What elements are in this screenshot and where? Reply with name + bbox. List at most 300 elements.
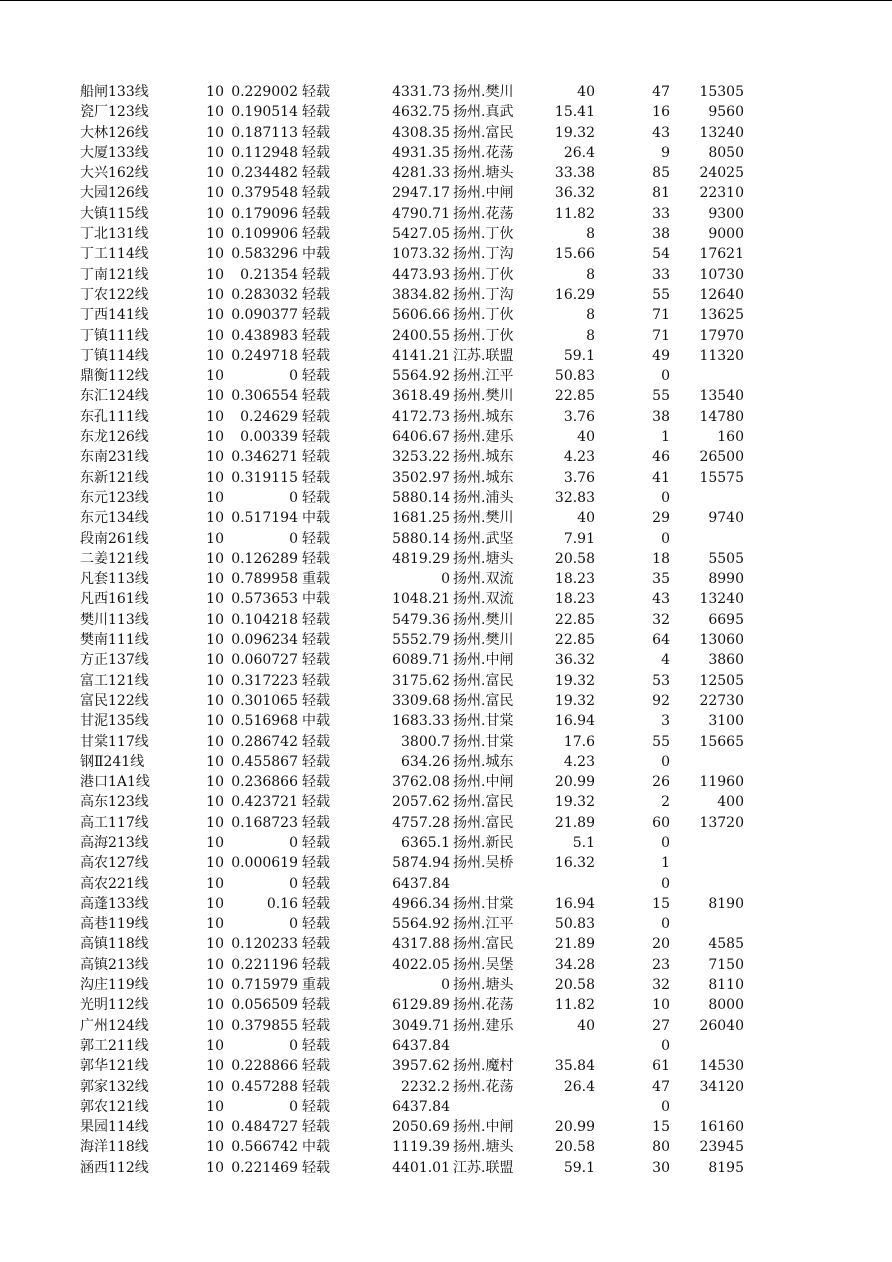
load-status-cell: 轻载 bbox=[302, 1017, 330, 1034]
voltage-cell: 10 bbox=[206, 469, 224, 486]
line-name-cell: 东南231线 bbox=[80, 449, 149, 466]
spare-capacity-cell: 3618.49 bbox=[392, 388, 450, 405]
count-cell: 9 bbox=[661, 144, 670, 161]
capacity-cell: 9740 bbox=[708, 510, 744, 527]
line-name-cell: 船闸133线 bbox=[80, 84, 149, 100]
substation-cell: 扬州.中闸 bbox=[453, 1119, 514, 1136]
voltage-cell: 10 bbox=[206, 956, 224, 973]
distance-cell: 19.32 bbox=[554, 124, 595, 141]
distance-cell: 4.23 bbox=[563, 449, 595, 466]
distance-cell: 17.6 bbox=[563, 733, 595, 750]
load-status-cell: 轻载 bbox=[302, 672, 330, 689]
spare-capacity-cell: 5564.92 bbox=[392, 368, 450, 385]
capacity-cell: 4585 bbox=[708, 936, 744, 953]
capacity-cell: 14780 bbox=[699, 408, 744, 425]
table-row bbox=[0, 853, 892, 873]
voltage-cell: 10 bbox=[206, 246, 224, 263]
voltage-cell: 10 bbox=[206, 774, 224, 791]
table-row bbox=[0, 326, 892, 346]
load-rate-cell: 0.096234 bbox=[231, 632, 298, 649]
table-row bbox=[0, 224, 892, 244]
distance-cell: 19.32 bbox=[554, 794, 595, 811]
count-cell: 0 bbox=[661, 916, 670, 933]
table-row bbox=[0, 346, 892, 366]
load-rate-cell: 0.109906 bbox=[231, 226, 298, 243]
table-row bbox=[0, 163, 892, 183]
load-status-cell: 轻载 bbox=[302, 226, 330, 243]
distance-cell: 50.83 bbox=[554, 368, 595, 385]
distance-cell: 8 bbox=[586, 226, 595, 243]
spare-capacity-cell: 6365.1 bbox=[401, 834, 450, 851]
line-name-cell: 东汇124线 bbox=[80, 388, 149, 405]
table-row bbox=[0, 874, 892, 894]
line-name-cell: 瓷厂123线 bbox=[80, 104, 149, 121]
capacity-cell: 9000 bbox=[708, 226, 744, 243]
count-cell: 27 bbox=[652, 1017, 670, 1034]
distance-cell: 8 bbox=[586, 327, 595, 344]
line-name-cell: 大兴162线 bbox=[80, 165, 149, 182]
capacity-cell: 22730 bbox=[699, 692, 744, 709]
distance-cell: 8 bbox=[586, 266, 595, 283]
load-status-cell: 重载 bbox=[302, 977, 330, 994]
capacity-cell: 15665 bbox=[699, 733, 744, 750]
voltage-cell: 10 bbox=[206, 408, 224, 425]
capacity-cell: 8000 bbox=[708, 997, 744, 1014]
distance-cell: 20.99 bbox=[554, 1119, 595, 1136]
table-row bbox=[0, 589, 892, 609]
load-status-cell: 轻载 bbox=[302, 286, 330, 303]
spare-capacity-cell: 6437.84 bbox=[392, 875, 450, 892]
load-rate-cell: 0.236866 bbox=[231, 774, 298, 791]
table-row bbox=[0, 427, 892, 447]
distance-cell: 26.4 bbox=[563, 1078, 595, 1095]
distance-cell: 59.1 bbox=[563, 1159, 595, 1176]
count-cell: 55 bbox=[652, 388, 670, 405]
load-rate-cell: 0.16 bbox=[266, 895, 298, 912]
line-name-cell: 凡套113线 bbox=[80, 571, 149, 588]
load-status-cell: 轻载 bbox=[302, 733, 330, 750]
capacity-cell: 5505 bbox=[708, 550, 744, 567]
table-row bbox=[0, 204, 892, 224]
spare-capacity-cell: 6129.89 bbox=[392, 997, 450, 1014]
load-status-cell: 轻载 bbox=[302, 124, 330, 141]
load-rate-cell: 0.379548 bbox=[231, 185, 298, 202]
count-cell: 32 bbox=[652, 611, 670, 628]
spare-capacity-cell: 0 bbox=[441, 571, 450, 588]
load-rate-cell: 0 bbox=[289, 368, 298, 385]
line-name-cell: 东龙126线 bbox=[80, 429, 149, 446]
load-status-cell: 轻载 bbox=[302, 185, 330, 202]
substation-cell: 扬州.江平 bbox=[453, 368, 514, 385]
voltage-cell: 10 bbox=[206, 226, 224, 243]
count-cell: 85 bbox=[652, 165, 670, 182]
table-row bbox=[0, 447, 892, 467]
load-status-cell: 轻载 bbox=[302, 368, 330, 385]
count-cell: 23 bbox=[652, 956, 670, 973]
distance-cell: 34.28 bbox=[554, 956, 595, 973]
capacity-cell: 8110 bbox=[708, 977, 744, 994]
spare-capacity-cell: 4331.73 bbox=[392, 84, 450, 100]
load-rate-cell: 0 bbox=[289, 916, 298, 933]
capacity-cell: 14530 bbox=[699, 1058, 744, 1075]
capacity-cell: 26500 bbox=[699, 449, 744, 466]
table-row bbox=[0, 711, 892, 731]
line-name-cell: 二姜121线 bbox=[80, 550, 149, 567]
voltage-cell: 10 bbox=[206, 124, 224, 141]
distance-cell: 16.94 bbox=[554, 895, 595, 912]
count-cell: 26 bbox=[652, 774, 670, 791]
load-rate-cell: 0.112948 bbox=[231, 144, 298, 161]
spare-capacity-cell: 3762.08 bbox=[392, 774, 450, 791]
line-name-cell: 高镇213线 bbox=[80, 956, 149, 973]
load-status-cell: 轻载 bbox=[302, 611, 330, 628]
line-name-cell: 郭农121线 bbox=[80, 1098, 149, 1115]
capacity-cell: 34120 bbox=[699, 1078, 744, 1095]
capacity-cell: 13060 bbox=[699, 632, 744, 649]
voltage-cell: 10 bbox=[206, 571, 224, 588]
voltage-cell: 10 bbox=[206, 753, 224, 770]
load-rate-cell: 0.126289 bbox=[231, 550, 298, 567]
spare-capacity-cell: 1119.39 bbox=[392, 1139, 450, 1156]
table-row bbox=[0, 1056, 892, 1076]
table-row bbox=[0, 1137, 892, 1157]
substation-cell: 扬州.塘头 bbox=[453, 165, 514, 182]
load-rate-cell: 0.187113 bbox=[231, 124, 298, 141]
substation-cell: 扬州.吴堡 bbox=[453, 956, 514, 973]
voltage-cell: 10 bbox=[206, 185, 224, 202]
load-rate-cell: 0.715979 bbox=[231, 977, 298, 994]
line-name-cell: 丁工114线 bbox=[80, 246, 149, 263]
table-row bbox=[0, 752, 892, 772]
voltage-cell: 10 bbox=[206, 997, 224, 1014]
load-rate-cell: 0.317223 bbox=[231, 672, 298, 689]
substation-cell: 扬州.丁伙 bbox=[453, 327, 514, 344]
distance-cell: 19.32 bbox=[554, 672, 595, 689]
count-cell: 33 bbox=[652, 205, 670, 222]
substation-cell: 扬州.吴桥 bbox=[453, 855, 514, 872]
load-rate-cell: 0 bbox=[289, 834, 298, 851]
line-name-cell: 大厦133线 bbox=[80, 144, 149, 161]
capacity-cell: 12505 bbox=[699, 672, 744, 689]
voltage-cell: 10 bbox=[206, 327, 224, 344]
count-cell: 64 bbox=[652, 632, 670, 649]
substation-cell: 扬州.城东 bbox=[453, 408, 514, 425]
voltage-cell: 10 bbox=[206, 449, 224, 466]
voltage-cell: 10 bbox=[206, 713, 224, 730]
line-name-cell: 丁镇114线 bbox=[80, 347, 149, 364]
load-rate-cell: 0.21354 bbox=[240, 266, 298, 283]
distance-cell: 32.83 bbox=[554, 489, 595, 506]
line-name-cell: 丁北131线 bbox=[80, 226, 149, 243]
load-status-cell: 轻载 bbox=[302, 307, 330, 324]
distance-cell: 20.58 bbox=[554, 1139, 595, 1156]
line-name-cell: 高农127线 bbox=[80, 855, 149, 872]
distance-cell: 11.82 bbox=[554, 997, 595, 1014]
load-status-cell: 轻载 bbox=[302, 1078, 330, 1095]
load-rate-cell: 0.301065 bbox=[231, 692, 298, 709]
spare-capacity-cell: 4790.71 bbox=[392, 205, 450, 222]
substation-cell: 扬州.富民 bbox=[453, 692, 514, 709]
spare-capacity-cell: 5564.92 bbox=[392, 916, 450, 933]
load-status-cell: 轻载 bbox=[302, 794, 330, 811]
substation-cell: 扬州.武坚 bbox=[453, 530, 514, 547]
capacity-cell: 6695 bbox=[708, 611, 744, 628]
table-row bbox=[0, 1077, 892, 1097]
load-status-cell: 中载 bbox=[302, 1139, 330, 1156]
substation-cell: 扬州.甘棠 bbox=[453, 733, 514, 750]
spare-capacity-cell: 2057.62 bbox=[392, 794, 450, 811]
distance-cell: 7.91 bbox=[563, 530, 595, 547]
load-status-cell: 轻载 bbox=[302, 1159, 330, 1176]
capacity-cell: 10730 bbox=[699, 266, 744, 283]
substation-cell: 扬州.中闸 bbox=[453, 185, 514, 202]
capacity-cell: 24025 bbox=[699, 165, 744, 182]
table-row bbox=[0, 1016, 892, 1036]
spare-capacity-cell: 2050.69 bbox=[392, 1119, 450, 1136]
table-row bbox=[0, 975, 892, 995]
load-rate-cell: 0.120233 bbox=[231, 936, 298, 953]
substation-cell: 扬州.富民 bbox=[453, 672, 514, 689]
table-row bbox=[0, 1158, 892, 1178]
substation-cell: 扬州.富民 bbox=[453, 794, 514, 811]
substation-cell: 扬州.丁沟 bbox=[453, 286, 514, 303]
voltage-cell: 10 bbox=[206, 489, 224, 506]
load-status-cell: 中载 bbox=[302, 591, 330, 608]
count-cell: 53 bbox=[652, 672, 670, 689]
table-row bbox=[0, 630, 892, 650]
count-cell: 15 bbox=[652, 1119, 670, 1136]
spare-capacity-cell: 2947.17 bbox=[392, 185, 450, 202]
distance-cell: 18.23 bbox=[554, 571, 595, 588]
table-row bbox=[0, 529, 892, 549]
substation-cell: 扬州.花荡 bbox=[453, 205, 514, 222]
capacity-cell: 160 bbox=[717, 429, 744, 446]
load-status-cell: 轻载 bbox=[302, 327, 330, 344]
load-status-cell: 轻载 bbox=[302, 936, 330, 953]
load-status-cell: 轻载 bbox=[302, 753, 330, 770]
substation-cell: 扬州.花荡 bbox=[453, 1078, 514, 1095]
spare-capacity-cell: 3502.97 bbox=[392, 469, 450, 486]
load-status-cell: 轻载 bbox=[302, 875, 330, 892]
table-row bbox=[0, 995, 892, 1015]
distance-cell: 11.82 bbox=[554, 205, 595, 222]
line-name-cell: 广州124线 bbox=[80, 1017, 149, 1034]
substation-cell: 扬州.城东 bbox=[453, 753, 514, 770]
distance-cell: 22.85 bbox=[554, 632, 595, 649]
count-cell: 49 bbox=[652, 347, 670, 364]
capacity-cell: 8195 bbox=[708, 1159, 744, 1176]
substation-cell: 扬州.新民 bbox=[453, 834, 514, 851]
spare-capacity-cell: 4317.88 bbox=[392, 936, 450, 953]
count-cell: 92 bbox=[652, 692, 670, 709]
distance-cell: 40 bbox=[577, 1017, 595, 1034]
load-status-cell: 轻载 bbox=[302, 895, 330, 912]
line-name-cell: 涵西112线 bbox=[80, 1159, 149, 1176]
voltage-cell: 10 bbox=[206, 1098, 224, 1115]
spare-capacity-cell: 634.26 bbox=[401, 753, 450, 770]
spare-capacity-cell: 4632.75 bbox=[392, 104, 450, 121]
count-cell: 46 bbox=[652, 449, 670, 466]
line-name-cell: 高蓬133线 bbox=[80, 895, 149, 912]
spare-capacity-cell: 3175.62 bbox=[392, 672, 450, 689]
voltage-cell: 10 bbox=[206, 205, 224, 222]
substation-cell: 扬州.双流 bbox=[453, 571, 514, 588]
load-rate-cell: 0 bbox=[289, 1037, 298, 1054]
distance-cell: 20.58 bbox=[554, 977, 595, 994]
spare-capacity-cell: 1683.33 bbox=[392, 713, 450, 730]
spare-capacity-cell: 6089.71 bbox=[392, 652, 450, 669]
voltage-cell: 10 bbox=[206, 429, 224, 446]
count-cell: 0 bbox=[661, 834, 670, 851]
substation-cell: 扬州.樊川 bbox=[453, 510, 514, 527]
distance-cell: 5.1 bbox=[572, 834, 595, 851]
line-name-cell: 港口1A1线 bbox=[80, 774, 150, 791]
distance-cell: 22.85 bbox=[554, 388, 595, 405]
load-rate-cell: 0 bbox=[289, 875, 298, 892]
load-rate-cell: 0.516968 bbox=[231, 713, 298, 730]
load-rate-cell: 0.056509 bbox=[231, 997, 298, 1014]
load-rate-cell: 0.104218 bbox=[231, 611, 298, 628]
spare-capacity-cell: 4966.34 bbox=[392, 895, 450, 912]
line-name-cell: 高农221线 bbox=[80, 875, 149, 892]
data-sheet bbox=[0, 82, 892, 1178]
load-status-cell: 轻载 bbox=[302, 1119, 330, 1136]
spare-capacity-cell: 3957.62 bbox=[392, 1058, 450, 1075]
substation-cell: 扬州.花荡 bbox=[453, 997, 514, 1014]
line-name-cell: 大林126线 bbox=[80, 124, 149, 141]
load-rate-cell: 0.438983 bbox=[231, 327, 298, 344]
voltage-cell: 10 bbox=[206, 266, 224, 283]
table-row bbox=[0, 183, 892, 203]
substation-cell: 扬州.塘头 bbox=[453, 977, 514, 994]
count-cell: 55 bbox=[652, 286, 670, 303]
load-status-cell: 轻载 bbox=[302, 652, 330, 669]
count-cell: 0 bbox=[661, 875, 670, 892]
load-status-cell: 轻载 bbox=[302, 855, 330, 872]
substation-cell: 扬州.樊川 bbox=[453, 611, 514, 628]
count-cell: 18 bbox=[652, 550, 670, 567]
capacity-cell: 7150 bbox=[708, 956, 744, 973]
capacity-cell: 3100 bbox=[708, 713, 744, 730]
voltage-cell: 10 bbox=[206, 1017, 224, 1034]
line-name-cell: 樊南111线 bbox=[80, 632, 149, 649]
distance-cell: 59.1 bbox=[563, 347, 595, 364]
spare-capacity-cell: 3253.22 bbox=[392, 449, 450, 466]
count-cell: 0 bbox=[661, 753, 670, 770]
line-name-cell: 鼎衡112线 bbox=[80, 368, 149, 385]
load-rate-cell: 0.379855 bbox=[231, 1017, 298, 1034]
spare-capacity-cell: 4819.29 bbox=[392, 550, 450, 567]
distance-cell: 36.32 bbox=[554, 185, 595, 202]
line-name-cell: 方正137线 bbox=[80, 652, 149, 669]
capacity-cell: 9300 bbox=[708, 205, 744, 222]
load-status-cell: 轻载 bbox=[302, 84, 330, 100]
load-status-cell: 中载 bbox=[302, 510, 330, 527]
distance-cell: 20.58 bbox=[554, 550, 595, 567]
voltage-cell: 10 bbox=[206, 165, 224, 182]
load-rate-cell: 0.24629 bbox=[240, 408, 298, 425]
load-rate-cell: 0.484727 bbox=[231, 1119, 298, 1136]
count-cell: 0 bbox=[661, 530, 670, 547]
line-name-cell: 丁西141线 bbox=[80, 307, 149, 324]
count-cell: 33 bbox=[652, 266, 670, 283]
spare-capacity-cell: 5606.66 bbox=[392, 307, 450, 324]
load-status-cell: 中载 bbox=[302, 246, 330, 263]
substation-cell: 江苏.联盟 bbox=[453, 1159, 514, 1176]
count-cell: 47 bbox=[652, 84, 670, 100]
voltage-cell: 10 bbox=[206, 368, 224, 385]
table-row bbox=[0, 772, 892, 792]
load-rate-cell: 0.00339 bbox=[240, 429, 298, 446]
distance-cell: 18.23 bbox=[554, 591, 595, 608]
capacity-cell: 26040 bbox=[699, 1017, 744, 1034]
spare-capacity-cell: 4141.21 bbox=[392, 347, 450, 364]
distance-cell: 8 bbox=[586, 307, 595, 324]
line-name-cell: 樊川113线 bbox=[80, 611, 149, 628]
distance-cell: 33.38 bbox=[554, 165, 595, 182]
voltage-cell: 10 bbox=[206, 1058, 224, 1075]
voltage-cell: 10 bbox=[206, 611, 224, 628]
capacity-cell: 400 bbox=[717, 794, 744, 811]
distance-cell: 40 bbox=[577, 84, 595, 100]
spare-capacity-cell: 3049.71 bbox=[392, 1017, 450, 1034]
line-name-cell: 东元123线 bbox=[80, 489, 149, 506]
voltage-cell: 10 bbox=[206, 307, 224, 324]
load-status-cell: 轻载 bbox=[302, 449, 330, 466]
count-cell: 41 bbox=[652, 469, 670, 486]
voltage-cell: 10 bbox=[206, 510, 224, 527]
table-row bbox=[0, 366, 892, 386]
load-status-cell: 轻载 bbox=[302, 834, 330, 851]
line-name-cell: 富民122线 bbox=[80, 692, 149, 709]
distance-cell: 3.76 bbox=[563, 469, 595, 486]
distance-cell: 50.83 bbox=[554, 916, 595, 933]
load-status-cell: 轻载 bbox=[302, 997, 330, 1014]
distance-cell: 4.23 bbox=[563, 753, 595, 770]
table-row bbox=[0, 468, 892, 488]
capacity-cell: 13625 bbox=[699, 307, 744, 324]
line-name-cell: 丁农122线 bbox=[80, 286, 149, 303]
distance-cell: 20.99 bbox=[554, 774, 595, 791]
load-status-cell: 轻载 bbox=[302, 1058, 330, 1075]
line-name-cell: 东元134线 bbox=[80, 510, 149, 527]
count-cell: 16 bbox=[652, 104, 670, 121]
voltage-cell: 10 bbox=[206, 834, 224, 851]
line-name-cell: 东新121线 bbox=[80, 469, 149, 486]
spare-capacity-cell: 5874.94 bbox=[392, 855, 450, 872]
spare-capacity-cell: 4172.73 bbox=[392, 408, 450, 425]
distance-cell: 35.84 bbox=[554, 1058, 595, 1075]
spare-capacity-cell: 2400.55 bbox=[392, 327, 450, 344]
voltage-cell: 10 bbox=[206, 347, 224, 364]
spare-capacity-cell: 2232.2 bbox=[401, 1078, 450, 1095]
count-cell: 2 bbox=[661, 794, 670, 811]
count-cell: 10 bbox=[652, 997, 670, 1014]
table-row bbox=[0, 1036, 892, 1056]
load-status-cell: 轻载 bbox=[302, 266, 330, 283]
load-status-cell: 轻载 bbox=[302, 1098, 330, 1115]
substation-cell: 扬州.花荡 bbox=[453, 144, 514, 161]
voltage-cell: 10 bbox=[206, 936, 224, 953]
substation-cell: 扬州.富民 bbox=[453, 814, 514, 831]
count-cell: 43 bbox=[652, 124, 670, 141]
table-row bbox=[0, 508, 892, 528]
voltage-cell: 10 bbox=[206, 794, 224, 811]
load-rate-cell: 0.583296 bbox=[231, 246, 298, 263]
substation-cell: 扬州.江平 bbox=[453, 916, 514, 933]
spare-capacity-cell: 4757.28 bbox=[392, 814, 450, 831]
substation-cell: 扬州.城东 bbox=[453, 469, 514, 486]
